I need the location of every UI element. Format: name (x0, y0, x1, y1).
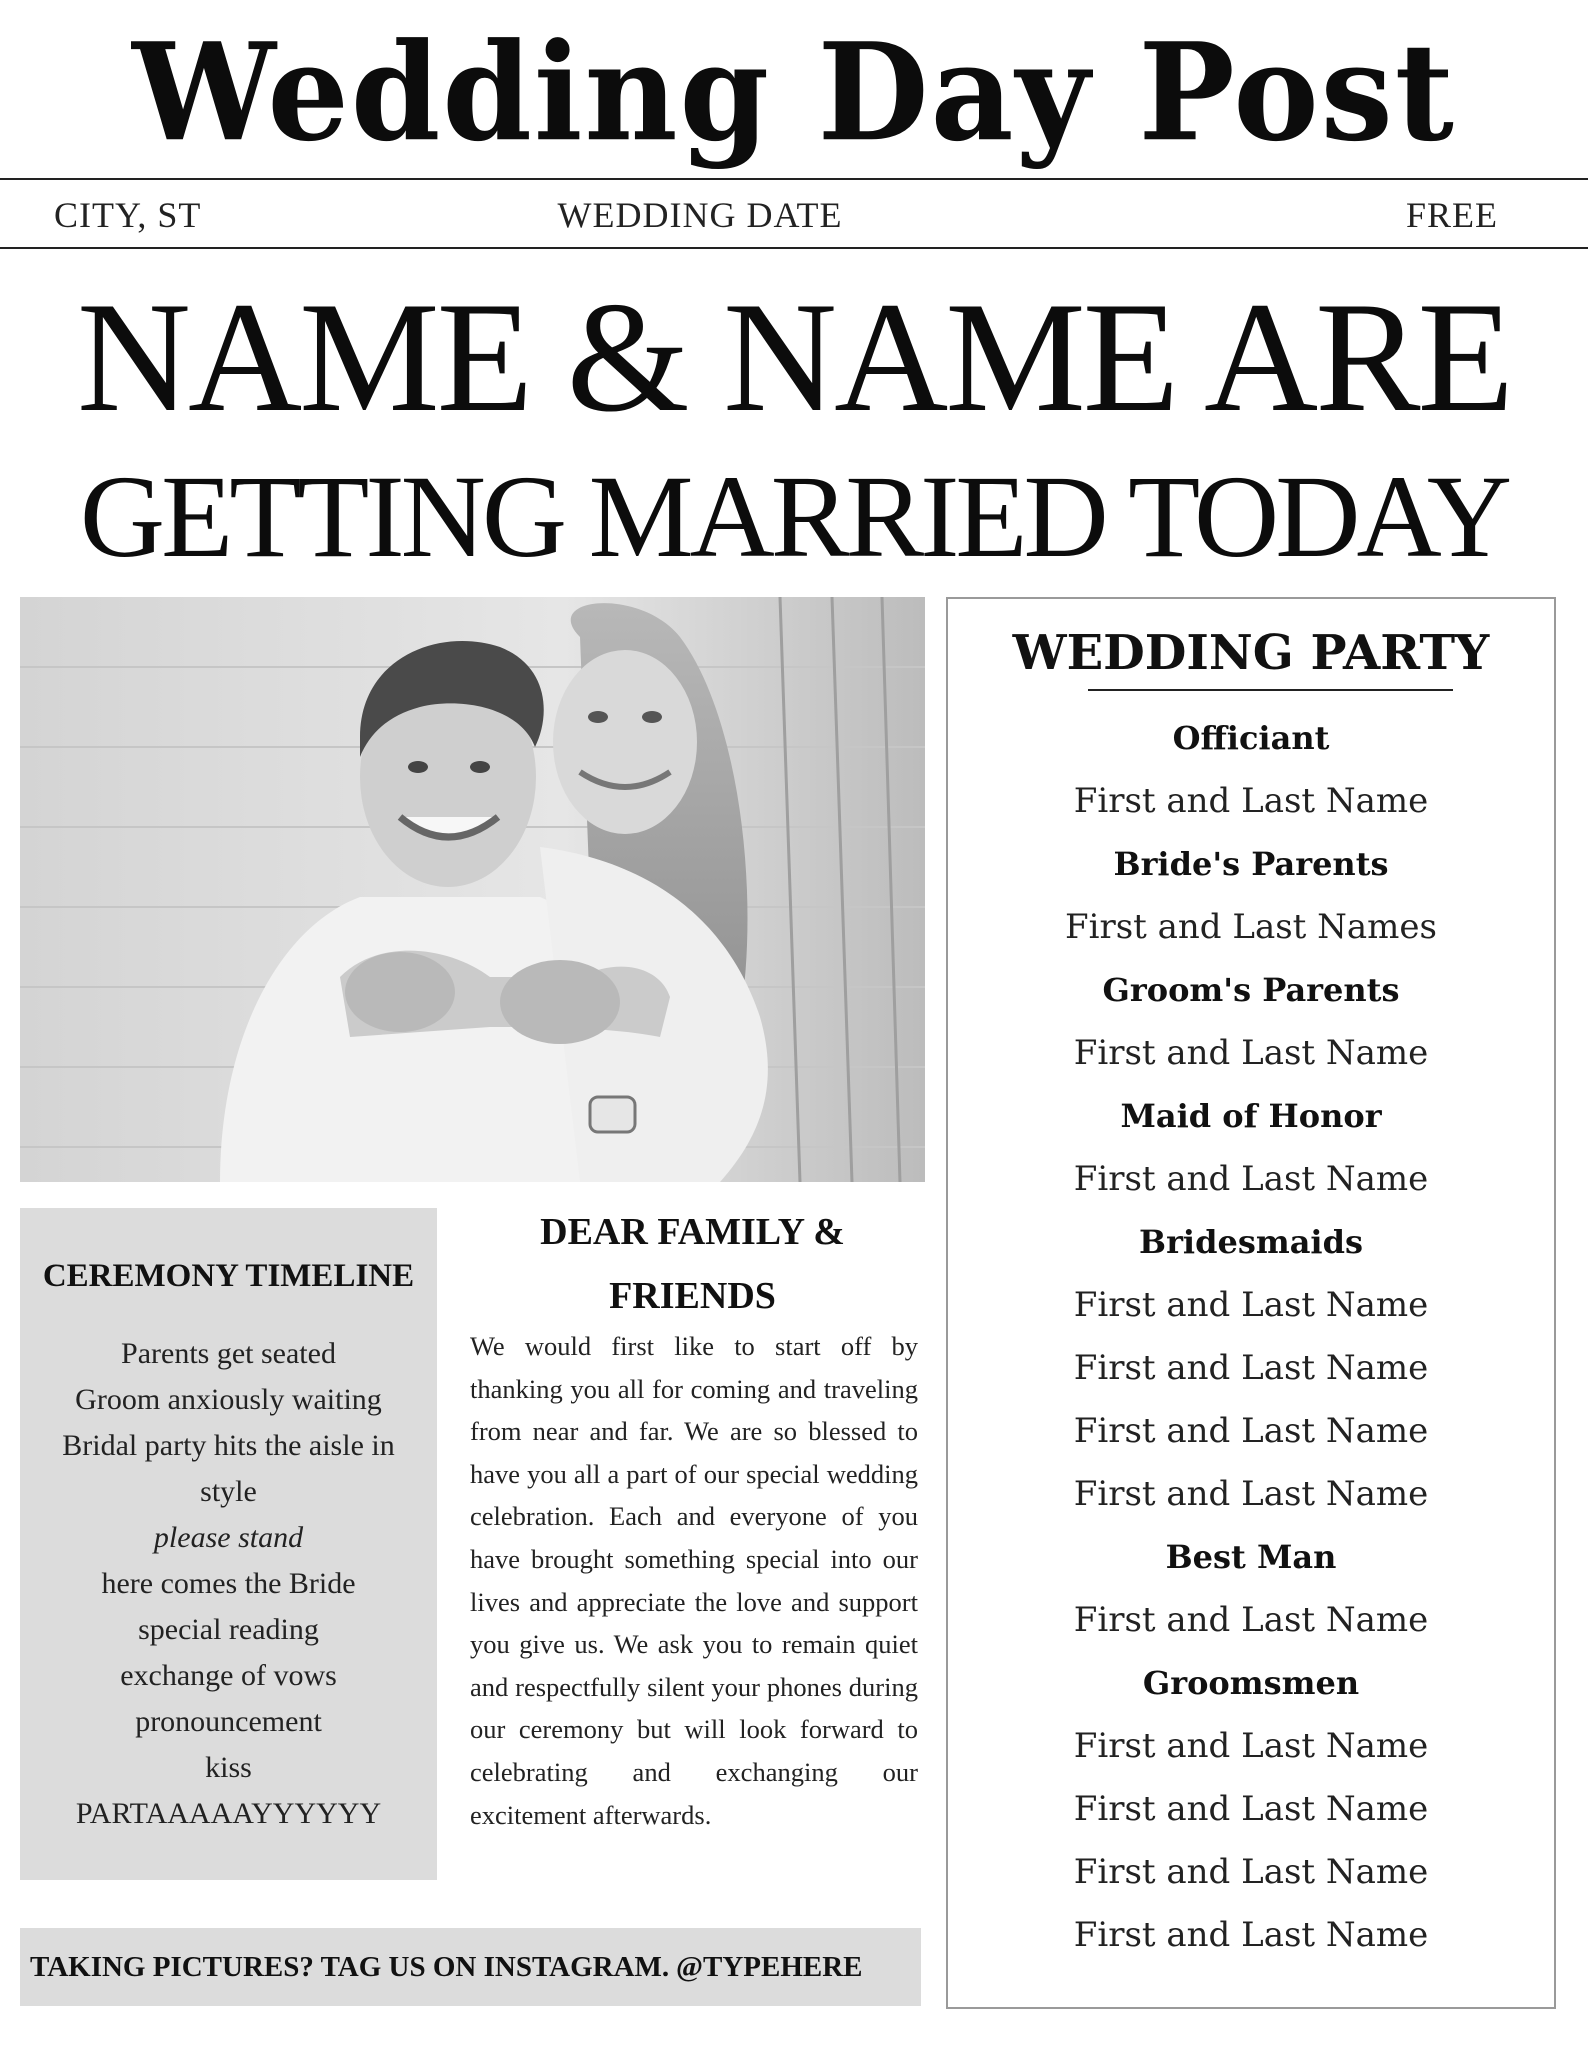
wedding-party-list (948, 707, 1554, 1967)
party-member-name: First and Last Name (1073, 781, 1429, 821)
party-member-name: First and Last Name (1073, 1789, 1429, 1829)
party-member-name: First and Last Names (1065, 907, 1437, 947)
dateline-price: FREE (1405, 195, 1498, 235)
party-role-heading: Groomsmen (1142, 1664, 1360, 1702)
timeline-item: Groom anxiously waiting (75, 1383, 382, 1416)
timeline-item: special reading (138, 1613, 319, 1646)
instagram-prompt: TAKING PICTURES? TAG US ON INSTAGRAM. (30, 1951, 670, 1983)
masthead-rule-bottom (0, 247, 1588, 249)
masthead-title: Wedding Day Post (132, 14, 1456, 172)
letter-body: We would first like to start off by thanking you all for coming and traveling from near and far. We are so blessed to have you all a part of our special wedding celebration. Each and everyone of you have brought something special into our lives and appreciate the love and support you give us. We ask you to remain quiet and respectfully silent your phones during our ceremony but will look forward to celebrating and exchanging our excitement afterwards. (470, 1331, 918, 1830)
ceremony-timeline-panel (20, 1208, 437, 1880)
letter-title: DEAR FAMILY & FRIENDS (540, 1211, 845, 1317)
headline-line-1: NAME & NAME ARE (76, 270, 1512, 445)
dateline-location: CITY, ST (54, 195, 202, 235)
couple-photo-icon (20, 597, 925, 1182)
ceremony-timeline-title: CEREMONY TIMELINE (42, 1258, 415, 1294)
ceremony-timeline-list (20, 1331, 437, 1837)
timeline-item: Parents get seated (121, 1337, 336, 1370)
wedding-party-title: WEDDING PARTY (1012, 625, 1490, 681)
party-role-heading: Maid of Honor (1120, 1097, 1382, 1135)
timeline-item: please stand (153, 1521, 304, 1554)
party-role-heading: Bride's Parents (1113, 845, 1389, 883)
couple-photo (20, 597, 925, 1182)
party-member-name: First and Last Name (1073, 1600, 1429, 1640)
party-member-name: First and Last Name (1073, 1159, 1429, 1199)
party-member-name: First and Last Name (1073, 1474, 1429, 1514)
party-member-name: First and Last Name (1073, 1033, 1429, 1073)
headline-line-2: GETTING MARRIED TODAY (79, 451, 1509, 582)
timeline-item: Bridal party hits the aisle in style (62, 1429, 395, 1508)
wedding-party-underline (1088, 689, 1453, 691)
instagram-footer-bar (20, 1928, 921, 2006)
party-member-name: First and Last Name (1073, 1852, 1429, 1892)
dateline-date: WEDDING DATE (557, 195, 843, 235)
party-member-name: First and Last Name (1073, 1348, 1429, 1388)
timeline-item: PARTAAAAAYYYYYY (75, 1797, 382, 1830)
timeline-item: kiss (205, 1751, 252, 1784)
timeline-item: here comes the Bride (101, 1567, 356, 1600)
wedding-party-panel (946, 597, 1556, 2009)
party-member-name: First and Last Name (1073, 1411, 1429, 1451)
timeline-item: pronouncement (135, 1705, 322, 1738)
party-role-heading: Groom's Parents (1102, 971, 1400, 1009)
timeline-item: exchange of vows (120, 1659, 337, 1692)
masthead-rule-top (0, 178, 1588, 180)
party-role-heading: Best Man (1165, 1538, 1337, 1576)
party-member-name: First and Last Name (1073, 1726, 1429, 1766)
instagram-handle: @TYPEHERE (676, 1951, 863, 1983)
party-member-name: First and Last Name (1073, 1915, 1429, 1955)
party-member-name: First and Last Name (1073, 1285, 1429, 1325)
party-role-heading: Bridesmaids (1139, 1223, 1363, 1261)
party-role-heading: Officiant (1172, 719, 1330, 757)
